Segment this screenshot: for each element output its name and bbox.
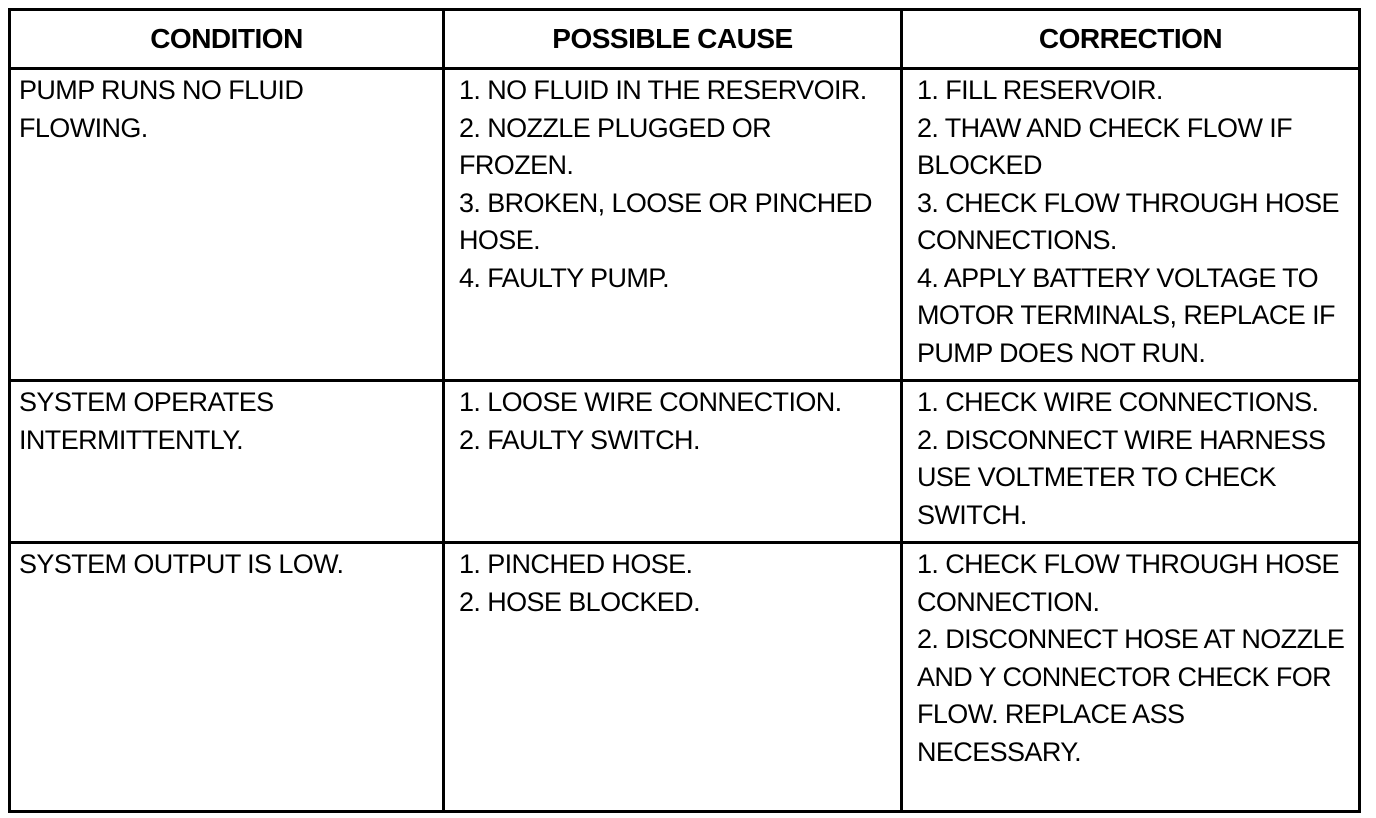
possible-cause-cell [444, 69, 902, 381]
header-condition: CONDITION [10, 10, 444, 69]
table-row [10, 69, 1360, 381]
correction-text: 1. FILL RESERVOIR. 2. THAW AND CHECK FLOW IF BLOCKED 3. CHECK FLOW THROUGH HOSE CONNECTIONS. 4. APPLY BATTERY VOLTAGE TO MOTOR TERMINALS, REPLACE IF PUMP DOES NOT RUN. [917, 75, 1339, 368]
correction-cell [902, 381, 1360, 543]
header-possible-cause: POSSIBLE CAUSE [444, 10, 902, 69]
troubleshooting-table [8, 8, 1361, 813]
condition-cell [10, 69, 444, 381]
header-correction: CORRECTION [902, 10, 1360, 69]
condition-cell [10, 543, 444, 812]
possible-cause-cell [444, 381, 902, 543]
condition-cell [10, 381, 444, 543]
correction-text: 1. CHECK FLOW THROUGH HOSE CONNECTION. 2. DISCONNECT HOSE AT NOZZLE AND Y CONNECTOR CHECK FOR FLOW. REPLACE ASS NECESSARY. [917, 549, 1345, 767]
possible-cause-text: 1. LOOSE WIRE CONNECTION. 2. FAULTY SWITCH. [459, 387, 842, 455]
condition-text: PUMP RUNS NO FLUID FLOWING. [19, 75, 304, 143]
possible-cause-text: 1. NO FLUID IN THE RESERVOIR. 2. NOZZLE PLUGGED OR FROZEN. 3. BROKEN, LOOSE OR PINCHED HOSE. 4. FAULTY PUMP. [459, 75, 872, 293]
correction-text: 1. CHECK WIRE CONNECTIONS. 2. DISCONNECT WIRE HARNESS USE VOLTMETER TO CHECK SWITCH. [917, 387, 1326, 530]
possible-cause-cell [444, 543, 902, 812]
correction-cell [902, 69, 1360, 381]
correction-cell [902, 543, 1360, 812]
table-row [10, 381, 1360, 543]
condition-text: SYSTEM OPERATES INTERMITTENTLY. [19, 387, 274, 455]
header-row [10, 10, 1360, 69]
table-row [10, 543, 1360, 812]
possible-cause-text: 1. PINCHED HOSE. 2. HOSE BLOCKED. [459, 549, 700, 617]
table-header [10, 10, 1360, 69]
condition-text: SYSTEM OUTPUT IS LOW. [19, 549, 344, 579]
table-body [10, 69, 1360, 812]
